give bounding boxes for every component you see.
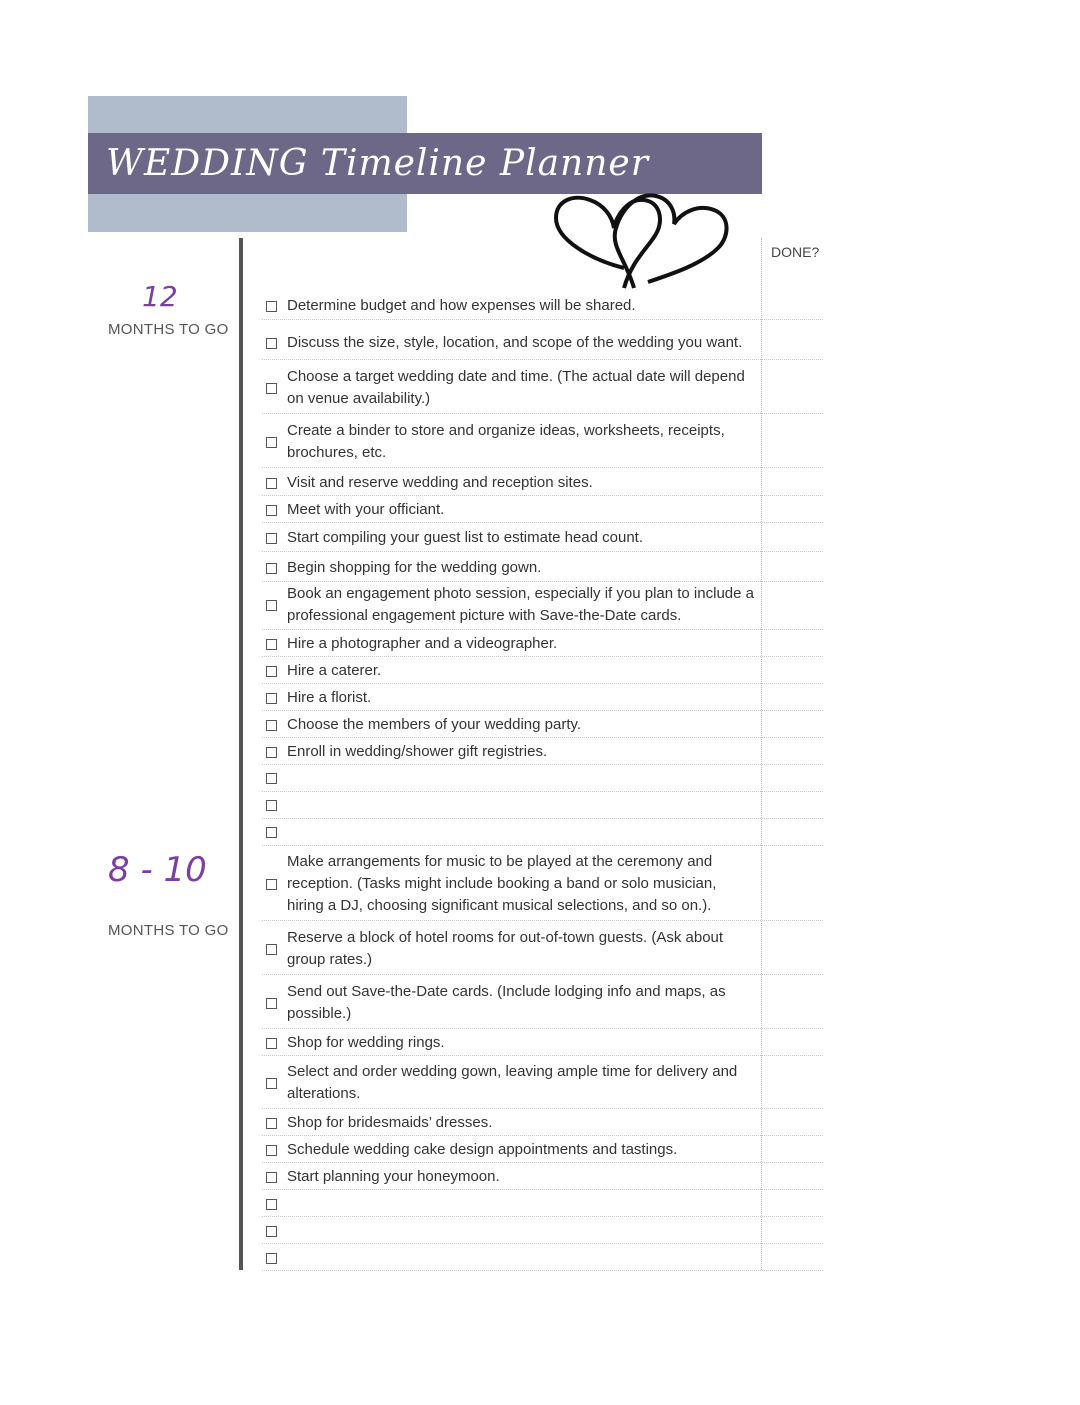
task-text: Discuss the size, style, location, and scope of the wedding you want. <box>287 334 743 351</box>
task-text: Enroll in wedding/shower gift registries. <box>287 743 548 760</box>
task-checkbox[interactable] <box>266 666 277 677</box>
task-text: Reserve a block of hotel rooms for out-of-town guests. (Ask about group rates.) <box>287 929 724 968</box>
task-text: Hire a photographer and a videographer. <box>287 635 558 652</box>
task-row <box>262 328 823 360</box>
task-text: Start planning your honeymoon. <box>287 1168 500 1185</box>
task-row <box>262 1058 823 1109</box>
hearts-icon <box>552 190 732 290</box>
task-text: Determine budget and how expenses will be shared. <box>287 297 636 314</box>
task-row <box>262 364 823 414</box>
task-checkbox[interactable] <box>266 1199 277 1210</box>
task-checkbox[interactable] <box>266 879 277 890</box>
task-text: Shop for wedding rings. <box>287 1034 445 1051</box>
task-text: Make arrangements for music to be played at the ceremony and reception. (Tasks might include booking a band or solo musician, hiring a DJ, choosing significant musical selections, and so on.). <box>287 853 717 914</box>
task-row <box>262 1138 823 1163</box>
task-checkbox[interactable] <box>266 338 277 349</box>
task-checkbox[interactable] <box>266 827 277 838</box>
task-text: Meet with your officiant. <box>287 501 445 518</box>
task-checkbox[interactable] <box>266 800 277 811</box>
task-text: Visit and reserve wedding and reception sites. <box>287 474 593 491</box>
section-12-subtitle: MONTHS TO GO <box>108 321 229 338</box>
task-row <box>262 418 823 468</box>
task-row <box>262 1192 823 1217</box>
task-text: Start compiling your guest list to estimate head count. <box>287 529 644 546</box>
task-checkbox[interactable] <box>266 600 277 611</box>
task-checkbox[interactable] <box>266 747 277 758</box>
task-text: Select and order wedding gown, leaving ample time for delivery and alterations. <box>287 1063 738 1102</box>
task-text: Create a binder to store and organize ideas, worksheets, receipts, brochures, etc. <box>287 422 725 461</box>
task-checkbox[interactable] <box>266 563 277 574</box>
task-checkbox[interactable] <box>266 383 277 394</box>
task-text: Send out Save-the-Date cards. (Include lodging info and maps, as possible.) <box>287 983 726 1022</box>
task-text: Shop for bridesmaids’ dresses. <box>287 1114 493 1131</box>
task-row <box>262 525 823 552</box>
task-row <box>262 713 823 738</box>
task-row <box>262 765 823 792</box>
timeline-bar <box>239 238 243 1270</box>
header-accent-top <box>88 96 407 133</box>
header-accent-bottom <box>88 194 407 232</box>
task-row <box>262 1219 823 1244</box>
task-row <box>262 659 823 684</box>
task-row <box>262 1165 823 1190</box>
section-8-10-subtitle: MONTHS TO GO <box>108 922 229 939</box>
task-checkbox[interactable] <box>266 639 277 650</box>
task-checkbox[interactable] <box>266 720 277 731</box>
task-checkbox[interactable] <box>266 1172 277 1183</box>
task-text: Book an engagement photo session, especially if you plan to include a professional engagement picture with Save-the-Date cards. <box>287 585 754 624</box>
done-column-header: DONE? <box>771 244 820 260</box>
task-row <box>262 792 823 819</box>
section-8-10-number: 8 - 10 <box>108 850 207 890</box>
task-row <box>262 819 823 846</box>
task-text: Schedule wedding cake design appointments and tastings. <box>287 1141 678 1158</box>
task-row <box>262 1246 823 1271</box>
task-row <box>262 498 823 523</box>
task-row <box>262 294 823 320</box>
task-row <box>262 848 823 921</box>
task-checkbox[interactable] <box>266 1078 277 1089</box>
task-row <box>262 582 823 630</box>
task-checkbox[interactable] <box>266 301 277 312</box>
task-checkbox[interactable] <box>266 773 277 784</box>
task-checkbox[interactable] <box>266 1253 277 1264</box>
task-checkbox[interactable] <box>266 478 277 489</box>
section-12-number: 12 <box>142 280 178 313</box>
task-checkbox[interactable] <box>266 998 277 1009</box>
task-row <box>262 979 823 1029</box>
task-row <box>262 686 823 711</box>
task-row <box>262 740 823 765</box>
task-checkbox[interactable] <box>266 1118 277 1129</box>
task-checkbox[interactable] <box>266 1145 277 1156</box>
task-row <box>262 471 823 496</box>
task-row <box>262 632 823 657</box>
task-text: Begin shopping for the wedding gown. <box>287 559 542 576</box>
task-row <box>262 556 823 582</box>
task-checkbox[interactable] <box>266 505 277 516</box>
task-checkbox[interactable] <box>266 437 277 448</box>
task-checkbox[interactable] <box>266 944 277 955</box>
task-checkbox[interactable] <box>266 693 277 704</box>
task-text: Hire a caterer. <box>287 662 382 679</box>
task-checkbox[interactable] <box>266 533 277 544</box>
task-checkbox[interactable] <box>266 1038 277 1049</box>
task-text: Choose the members of your wedding party. <box>287 716 582 733</box>
task-text: Choose a target wedding date and time. (The actual date will depend on venue availability.) <box>287 368 745 407</box>
page-title: WEDDING Timeline Planner <box>88 133 762 194</box>
task-row <box>262 1031 823 1056</box>
task-text: Hire a florist. <box>287 689 372 706</box>
task-row <box>262 925 823 975</box>
task-checkbox[interactable] <box>266 1226 277 1237</box>
task-row <box>262 1111 823 1136</box>
